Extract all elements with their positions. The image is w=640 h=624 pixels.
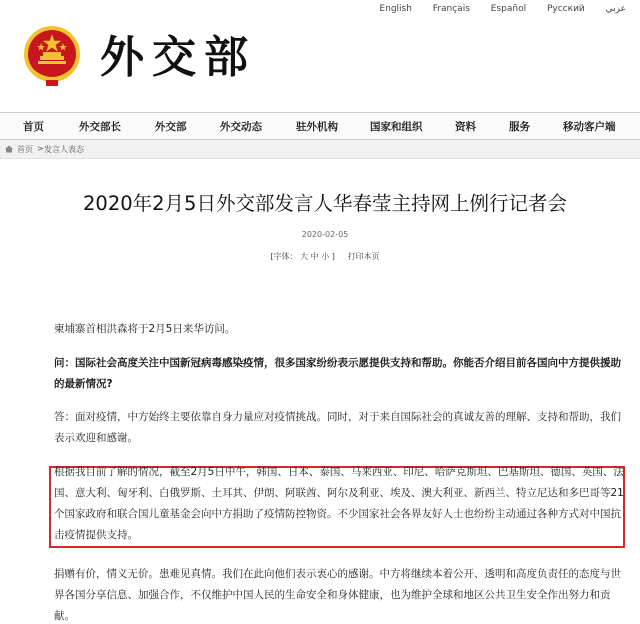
national-emblem-icon[interactable] xyxy=(22,24,82,88)
nav-item-mobile-app[interactable]: 移动客户端 xyxy=(563,121,616,133)
nav-item-activities[interactable]: 外交动态 xyxy=(220,121,262,133)
nav-item-countries[interactable]: 国家和组织 xyxy=(370,121,423,133)
print-page-link[interactable]: 打印本页 xyxy=(347,252,380,261)
language-links xyxy=(361,4,626,14)
nav-item-ministry[interactable]: 外交部 xyxy=(155,121,187,133)
nav-item-resources[interactable]: 资料 xyxy=(455,121,476,133)
site-logo-text[interactable]: 外交部 xyxy=(100,32,256,83)
nav-item-missions[interactable]: 驻外机构 xyxy=(296,121,338,133)
paragraph-answer: 答：面对疫情，中方始终主要依靠自身力量应对疫情挑战。同时，对于来自国际社会的真诚友善的理解、支持和帮助，我们表示欢迎和感谢。 xyxy=(54,411,621,444)
nav-item-home[interactable]: 首页 xyxy=(23,121,44,133)
paragraph-announcement: 柬埔寨首相洪森将于2月5日来华访问。 xyxy=(54,323,236,335)
nav-item-minister[interactable]: 外交部长 xyxy=(79,121,121,133)
paragraph-thanks: 捐赠有价，情义无价。患难见真情。我们在此向他们表示衷心的感谢。中方将继续本着公开、透明和高度负责任的态度与世界各国分享信息、加强合作，不仅维护中国人民的生命安全和身体健康，也为维护全球和地区公共卫生安全作出努力和贡献。 xyxy=(54,568,621,622)
paragraph-question: 问：国际社会高度关注中国新冠病毒感染疫情，很多国家纷纷表示愿提供支持和帮助。你能否介绍目前各国向中方提供援助的最新情况? xyxy=(54,357,621,390)
font-size-label: [字体： xyxy=(270,252,298,261)
breadcrumb xyxy=(0,140,640,159)
lang-spanish-link[interactable]: Español xyxy=(490,4,527,14)
paragraph-donor-list: 根据我目前了解的情况，截至2月5日中午，韩国、日本、泰国、马来西亚、印尼、哈萨克斯坦、巴基斯坦、德国、英国、法国、意大利、匈牙利、白俄罗斯、土耳其、伊朗、阿联酋、阿尔及利亚、埃及、澳大利亚、新西兰、特立尼达和多巴哥等21个国家政府和联合国儿童基金会向中方捐助了疫情防控物资。不少国家社会各界友好人士也纷纷主动通过各种方式对中国抗击疫情提供支持。 xyxy=(54,466,624,541)
article-date: 2020-02-05 xyxy=(301,230,349,239)
lang-english-link[interactable]: English xyxy=(379,4,412,14)
font-size-small-button[interactable]: 小 xyxy=(321,252,330,261)
breadcrumb-separator: > xyxy=(37,144,44,153)
font-size-medium-button[interactable]: 中 xyxy=(310,252,319,261)
article xyxy=(30,158,624,624)
nav-item-services[interactable]: 服务 xyxy=(509,121,530,133)
main-nav xyxy=(0,112,640,140)
font-size-close-bracket: ] xyxy=(331,252,335,261)
font-size-large-button[interactable]: 大 xyxy=(300,252,309,261)
breadcrumb-home-link[interactable]: 首页 xyxy=(17,145,33,154)
lang-russian-link[interactable]: Русский xyxy=(546,4,585,14)
lang-arabic-link[interactable]: عربي xyxy=(605,4,626,14)
article-title: 2020年2月5日外交部发言人华春莹主持网上例行记者会 xyxy=(83,192,567,215)
article-toolbar xyxy=(30,251,620,262)
lang-french-link[interactable]: Français xyxy=(432,4,470,14)
site-header xyxy=(0,0,640,112)
breadcrumb-spokesperson-link[interactable]: 发言人表态 xyxy=(44,145,84,154)
home-icon xyxy=(5,145,13,153)
